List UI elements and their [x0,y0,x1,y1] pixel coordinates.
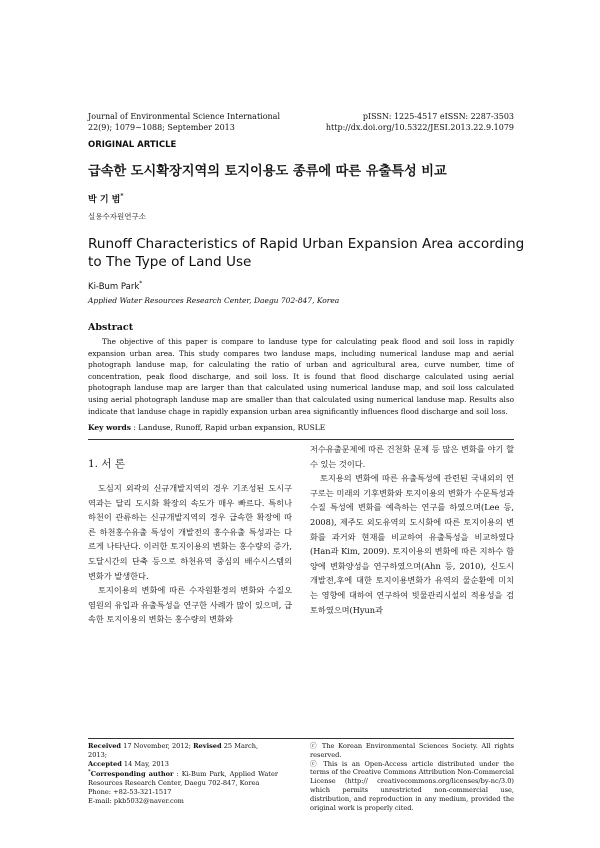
footer-phone: Phone: +82-53-321-1517 [88,788,172,797]
keywords [88,423,325,432]
journal-doi[interactable]: http://dx.doi.org/10.5322/JESI.2013.22.9.1079 [325,123,514,132]
title-korean: 급속한 도시확장지역의 토지이용도 종류에 따른 유출특성 비교 [88,164,447,179]
title-english-line-1: Runoff Characteristics of Rapid Urban Expansion Area according [88,236,525,252]
affiliation-korean: 실용수자원연구소 [88,212,146,221]
footer-license-text: ⓒ This is an Open-Access article distributed under the terms of the Creative Commons Attribution Non-Commercial License (http:// creativecommons.org/licenses/by-nc/3.0) which permits unrestricted non-commercial use, distribution, and reproduction in any medium, provided the original work is properly cited. [310,759,514,812]
footer-email[interactable]: E-mail: pkb5032@naver.com [88,796,184,805]
keywords-list: : Landuse, Runoff, Rapid urban expansion, RUSLE [130,423,326,432]
right-column [310,442,514,617]
author-english-mark: * [139,280,143,287]
author-english [88,280,142,292]
right-paragraph-2: 토지용의 변화에 따른 유출특성에 관련된 국내외의 연구로는 미래의 기후변화와 토지이용의 변화가 수문특성과 수질 특성에 변화를 예측하는 연구를 하였으며(Lee 등, 2008), 제주도 외도유역의 도시화에 따른 토지이용의 변화를 과거와 현재를 비교하여 유출특성을 비교하였다(Han과 Kim, 2009). 토지이용의 변화에 따른 지하수 함양에 변화양성을 연구하였으며(Ahn 등, 2010), 신도시 개발전,후에 대한 토지이용변화가 유역의 물순환에 미치는 영향에 대하여 연구하여 빗물관리시설의 적용성을 검토하였으며(Hyun과 [310,473,514,615]
left-column [88,481,292,627]
title-english-line-2: to The Type of Land Use [88,253,252,270]
journal-volume: 22(9); 1079~1088; September 2013 [88,123,235,132]
affiliation-english: Applied Water Resources Research Center, Daegu 702-847, Korea [88,296,340,305]
footer-copyright: ⓒ The Korean Environmental Sciences Society. All rights reserved. [310,742,514,759]
footer-license [310,742,514,812]
author-english-name: Ki-Bum Park [88,281,140,292]
journal-issn: pISSN: 1225-4517 eISSN: 2287-3503 [362,112,514,121]
footer-divider [88,738,514,739]
left-paragraph-1: 도심지 외곽의 신규개발지역의 경우 기조성된 도시구역과는 달리 도시화 확장의 속도가 매우 빠르다. 특히나 하천이 관류하는 신규개발지역의 경우 급속한 확장에 따른 하천홍수유출 특성이 개발전의 홍수유출 특성과는 다르게 나타난다. 이러한 토지이용의 변화는 홍수량의 증가, 도달시간의 단축 등으로 하천유역 중심의 배수시스템의 변화가 발생한다. [88,483,292,581]
footer-article-info: Received 17 November, 2012; Revised 25 March, 2013; Accepted 14 May, 2013 *Corresponding author : Ki-Bum Park, Applied Water Resources Research Center, Daegu 702-847, Korea Phone: +82-53-321-1517 E-mail: pkb5032@naver.com [88,742,278,805]
abstract-divider [88,439,514,440]
author-korean-name: 박 기 범 [88,195,121,205]
author-mark: * [120,193,124,200]
journal-name: Journal of Environmental Science International [88,112,281,121]
left-paragraph-2: 토지이용의 변화에 따른 수자원환경의 변화와 수질오염원의 유입과 유출특성을 연구한 사례가 많이 있으며, 급속한 토지이용의 변화는 홍수량의 변화와 [88,585,292,625]
author-korean [88,192,124,205]
abstract-text: The objective of this paper is compare to landuse type for calculating peak flood and soil loss in rapidly expansion urban area. This study compares two landuse maps, including numerical landuse map and aerial photograph landuse map, for calculating the ratio of urban and agricultural area, curve number, time of concentration, peak flood discharge, and soil loss. It is found that flood discharge calculated using aerial photograph landuse map are larger than that calculated using numerical landuse map, and soil loss calculated using aerial photograph landuse map are smaller than that calculated using numerical landuse map. Results also indicate that landuse chage in rapidly expansion urban area significantly influences flood discharge and soil loss. [88,337,514,416]
section-heading-introduction: 1. 서 론 [88,458,125,470]
article-type: ORIGINAL ARTICLE [88,140,177,150]
abstract-heading: Abstract [88,322,134,333]
title-english [88,236,524,271]
keywords-label: Key words [88,423,131,432]
right-paragraph-1: 저수유출문제에 따른 건천화 문제 등 많은 변화를 야기 할 수 있는 것이다. [310,444,514,469]
